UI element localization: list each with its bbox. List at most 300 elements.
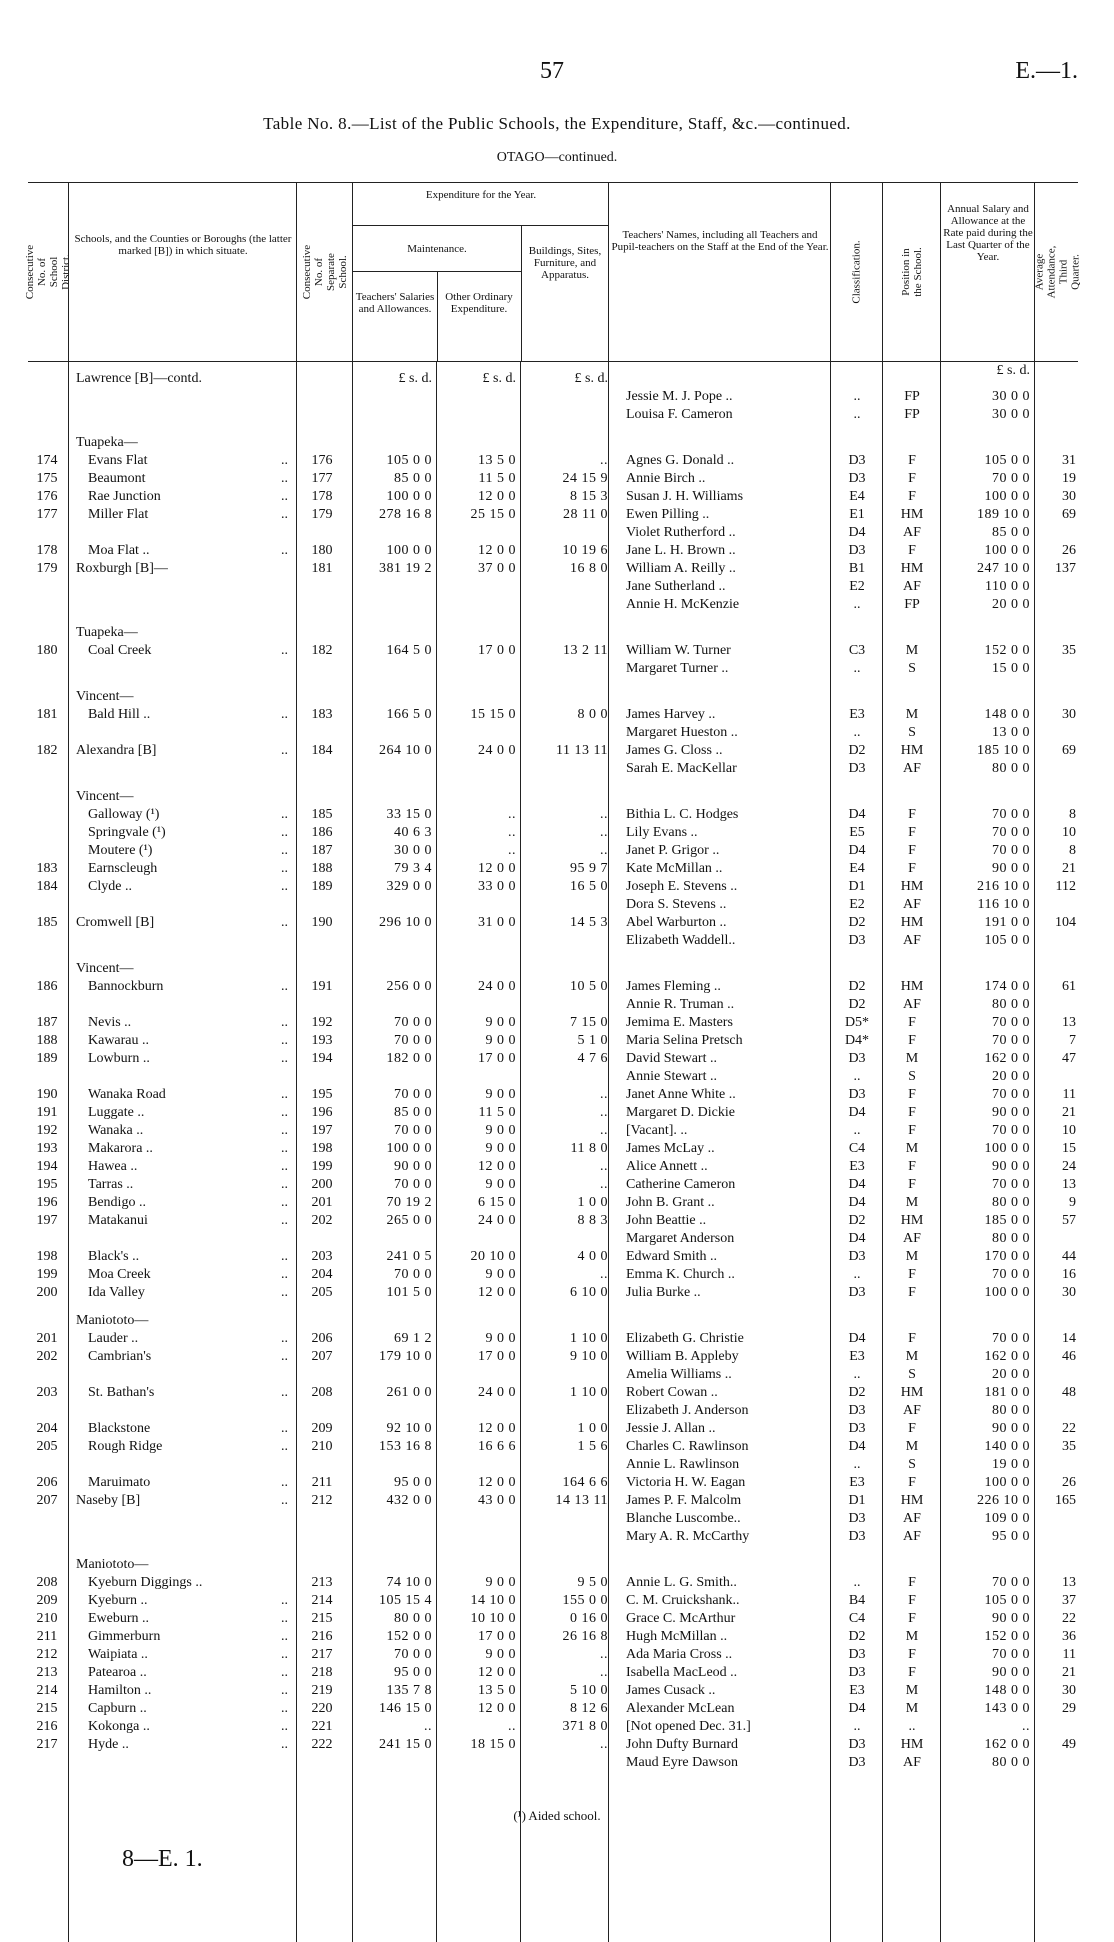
position: AF [903, 1403, 921, 1418]
position: HM [900, 879, 924, 894]
salaries-amount: 278 16 8 [379, 507, 432, 522]
school-name: Lauder .. [88, 1331, 139, 1346]
annual-salary: 226 10 0 [977, 1493, 1030, 1508]
header-position: Position in the School. [882, 183, 941, 361]
table-row [28, 914, 1078, 932]
separate-school-no: 197 [311, 1123, 333, 1138]
separate-school-no: 201 [311, 1195, 333, 1210]
other-expenditure: 16 6 6 [478, 1439, 516, 1454]
district-no: 207 [36, 1493, 58, 1508]
school-name: Tarras .. [88, 1177, 134, 1192]
school-name: Black's .. [88, 1249, 140, 1264]
annual-salary: 80 0 0 [992, 1403, 1030, 1418]
teacher-name: Violet Rutherford .. [626, 525, 736, 540]
teacher-name: Robert Cowan .. [626, 1385, 718, 1400]
leader-dots: .. [281, 1421, 288, 1436]
table-title: Table No. 8.—List of the Public Schools, the Expenditure, Staff, &c.—continued. [263, 114, 851, 133]
classification: .. [853, 1457, 861, 1472]
classification: .. [853, 1367, 861, 1382]
table-row [28, 860, 1078, 878]
position: AF [903, 897, 921, 912]
buildings-amount: .. [600, 1159, 608, 1174]
leader-dots: .. [281, 1385, 288, 1400]
leader-dots: .. [281, 843, 288, 858]
teacher-name: Louisa F. Cameron [626, 407, 733, 422]
other-expenditure: 12 0 0 [478, 1701, 516, 1716]
table-row [28, 1528, 1078, 1546]
separate-school-no: 215 [311, 1611, 333, 1626]
teacher-name: Annie Birch .. [626, 471, 706, 486]
other-expenditure: 15 15 0 [470, 707, 516, 722]
leader-dots: .. [281, 1611, 288, 1626]
position: F [908, 1033, 916, 1048]
annual-salary: 109 0 0 [984, 1511, 1030, 1526]
leader-dots: .. [281, 507, 288, 522]
other-expenditure: 13 5 0 [478, 1683, 516, 1698]
average-attendance: 14 [1062, 1331, 1076, 1346]
annual-salary: 105 0 0 [984, 453, 1030, 468]
separate-school-no: 221 [311, 1719, 333, 1734]
average-attendance: 11 [1062, 1647, 1076, 1662]
teacher-name: Annie L. Rawlinson [626, 1457, 740, 1472]
leader-dots: .. [281, 1033, 288, 1048]
salaries-units: £ s. d. [398, 371, 432, 386]
other-expenditure: 12 0 0 [478, 543, 516, 558]
leader-dots: .. [281, 861, 288, 876]
classification: D3 [848, 1403, 866, 1418]
salaries-amount: 70 19 2 [386, 1195, 432, 1210]
average-attendance: 13 [1062, 1015, 1076, 1030]
annual-salary: 95 0 0 [992, 1529, 1030, 1544]
other-expenditure: 12 0 0 [478, 861, 516, 876]
salaries-amount: 100 0 0 [386, 1141, 432, 1156]
average-attendance: 30 [1062, 707, 1076, 722]
header-maintenance: Maintenance. [407, 243, 467, 255]
average-attendance: 7 [1069, 1033, 1076, 1048]
teacher-name: C. M. Cruickshank.. [626, 1593, 740, 1608]
position: F [908, 1331, 916, 1346]
salaries-amount: 101 5 0 [386, 1285, 432, 1300]
classification: D2 [848, 915, 866, 930]
teacher-name: William W. Turner [626, 643, 731, 658]
position: F [908, 1575, 916, 1590]
buildings-amount: .. [600, 1647, 608, 1662]
other-expenditure: 12 0 0 [478, 1159, 516, 1174]
district-no: 194 [36, 1159, 58, 1174]
classification: D2 [848, 1385, 866, 1400]
separate-school-no: 179 [311, 507, 333, 522]
buildings-amount: 4 0 0 [577, 1249, 608, 1264]
classification: D2 [848, 1629, 866, 1644]
district-no: 199 [36, 1267, 58, 1282]
salaries-amount: 329 0 0 [386, 879, 432, 894]
school-name: Evans Flat [88, 453, 148, 468]
other-expenditure: 33 0 0 [478, 879, 516, 894]
buildings-amount: 1 10 0 [570, 1385, 608, 1400]
teacher-name: Blanche Luscombe.. [626, 1511, 741, 1526]
leader-dots: .. [281, 1051, 288, 1066]
annual-salary: 20 0 0 [992, 597, 1030, 612]
classification: D3 [848, 1755, 866, 1770]
position: HM [900, 507, 924, 522]
table-row [28, 1248, 1078, 1266]
buildings-amount: 11 13 11 [556, 743, 608, 758]
table-row [28, 1014, 1078, 1032]
classification: D1 [848, 1493, 866, 1508]
district-no: 206 [36, 1475, 58, 1490]
leader-dots: .. [281, 1123, 288, 1138]
classification: .. [853, 725, 861, 740]
table-row [28, 1266, 1078, 1284]
teacher-name: John Beattie .. [626, 1213, 707, 1228]
other-expenditure: 18 15 0 [470, 1737, 516, 1752]
average-attendance: 48 [1062, 1385, 1076, 1400]
table-row [28, 1086, 1078, 1104]
header-expenditure: Expenditure for the Year. Maintenance. Teachers' Salaries and Allowances. Other Ordinary Expenditure. Buildings, Sites, Furniture, and Apparatus. [352, 183, 609, 361]
teacher-name: Dora S. Stevens .. [626, 897, 727, 912]
table-row [28, 788, 1078, 806]
position: S [908, 725, 916, 740]
district-no: 192 [36, 1123, 58, 1138]
annual-salary: 100 0 0 [984, 1475, 1030, 1490]
salaries-amount: 95 0 0 [394, 1665, 432, 1680]
teacher-name: Elizabeth Waddell.. [626, 933, 736, 948]
teacher-name: Lily Evans .. [626, 825, 698, 840]
buildings-amount: 1 0 0 [577, 1195, 608, 1210]
table-row [28, 1348, 1078, 1366]
position: AF [903, 933, 921, 948]
classification: D4* [844, 1033, 870, 1048]
separate-school-no: 206 [311, 1331, 333, 1346]
salaries-amount: 182 0 0 [386, 1051, 432, 1066]
school-name: Vincent— [76, 789, 134, 804]
classification: D4 [848, 1195, 866, 1210]
other-expenditure: 9 0 0 [485, 1123, 516, 1138]
school-name: Miller Flat [88, 507, 149, 522]
classification: E3 [849, 1349, 865, 1364]
salaries-amount: 85 0 0 [394, 1105, 432, 1120]
salaries-amount: 74 10 0 [386, 1575, 432, 1590]
classification: E3 [849, 1683, 865, 1698]
position: S [908, 661, 916, 676]
separate-school-no: 222 [311, 1737, 333, 1752]
leader-dots: .. [281, 643, 288, 658]
salaries-amount: .. [424, 1719, 432, 1734]
annual-salary: 70 0 0 [992, 807, 1030, 822]
leader-dots: .. [281, 825, 288, 840]
other-expenditure: 24 0 0 [478, 1213, 516, 1228]
position: F [908, 1475, 916, 1490]
classification: D5* [844, 1015, 870, 1030]
table-row [28, 1384, 1078, 1402]
leader-dots: .. [281, 471, 288, 486]
teacher-name: James Cusack .. [626, 1683, 716, 1698]
classification: D2 [848, 979, 866, 994]
table-row [28, 578, 1078, 596]
separate-school-no: 187 [311, 843, 333, 858]
classification: E3 [849, 1159, 865, 1174]
classification: D3 [848, 1665, 866, 1680]
table-row [28, 896, 1078, 914]
buildings-amount: .. [600, 1665, 608, 1680]
school-name: Moa Creek [88, 1267, 151, 1282]
salaries-amount: 164 5 0 [386, 643, 432, 658]
table-header [24, 183, 1082, 362]
classification: E5 [849, 825, 865, 840]
table-row [28, 1212, 1078, 1230]
school-name: Matakanui [88, 1213, 148, 1228]
buildings-amount: 1 10 0 [570, 1331, 608, 1346]
leader-dots: .. [281, 1475, 288, 1490]
teacher-name: Amelia Williams .. [626, 1367, 732, 1382]
teacher-name: Ada Maria Cross .. [626, 1647, 733, 1662]
district-no: 204 [36, 1421, 58, 1436]
other-expenditure: 17 0 0 [478, 1051, 516, 1066]
district-no: 200 [36, 1285, 58, 1300]
separate-school-no: 181 [311, 561, 333, 576]
teacher-name: Sarah E. MacKellar [626, 761, 737, 776]
classification: D3 [848, 1051, 866, 1066]
average-attendance: 47 [1062, 1051, 1076, 1066]
leader-dots: .. [281, 1195, 288, 1210]
separate-school-no: 209 [311, 1421, 333, 1436]
average-attendance: 44 [1062, 1249, 1076, 1264]
teacher-name: James Fleming .. [626, 979, 721, 994]
other-expenditure: 9 0 0 [485, 1177, 516, 1192]
separate-school-no: 188 [311, 861, 333, 876]
district-no: 210 [36, 1611, 58, 1626]
district-no: 217 [36, 1737, 58, 1752]
other-expenditure: 9 0 0 [485, 1033, 516, 1048]
district-no: 174 [36, 453, 58, 468]
average-attendance: 8 [1069, 843, 1076, 858]
classification: .. [853, 597, 861, 612]
position: F [908, 1087, 916, 1102]
annual-salary: 70 0 0 [992, 1177, 1030, 1192]
school-name: Hamilton .. [88, 1683, 152, 1698]
region-label: OTAGO—continued. [496, 150, 618, 165]
teacher-name: Edward Smith .. [626, 1249, 717, 1264]
annual-units: £ s. d. [996, 363, 1030, 378]
teacher-name: William A. Reilly .. [626, 561, 736, 576]
school-name: Rough Ridge [88, 1439, 163, 1454]
other-expenditure: 37 0 0 [478, 561, 516, 576]
other-expenditure: 12 0 0 [478, 489, 516, 504]
header-school: Schools, and the Counties or Boroughs (the latter marked [B]) in which situate. [68, 183, 297, 361]
separate-school-no: 217 [311, 1647, 333, 1662]
district-no: 191 [36, 1105, 58, 1120]
average-attendance: 46 [1062, 1349, 1076, 1364]
school-name: Naseby [B] [76, 1493, 141, 1508]
teacher-name: Margaret D. Dickie [626, 1105, 735, 1120]
other-expenditure: 9 0 0 [485, 1087, 516, 1102]
classification: E2 [849, 579, 865, 594]
annual-salary: 90 0 0 [992, 1611, 1030, 1626]
other-expenditure: 24 0 0 [478, 743, 516, 758]
annual-salary: 100 0 0 [984, 1141, 1030, 1156]
salaries-amount: 265 0 0 [386, 1213, 432, 1228]
page-header [0, 58, 1114, 92]
teacher-name: Elizabeth G. Christie [626, 1331, 744, 1346]
district-no: 184 [36, 879, 58, 894]
buildings-amount: 26 16 8 [562, 1629, 608, 1644]
classification: D3 [848, 1511, 866, 1526]
annual-salary: 70 0 0 [992, 1267, 1030, 1282]
average-attendance: 35 [1062, 643, 1076, 658]
annual-salary: 70 0 0 [992, 1331, 1030, 1346]
annual-salary: 216 10 0 [977, 879, 1030, 894]
annual-salary: 80 0 0 [992, 761, 1030, 776]
position: HM [900, 561, 924, 576]
page-reference: E.—1. [1015, 58, 1078, 84]
table-row [28, 406, 1078, 424]
school-name: Ida Valley [88, 1285, 145, 1300]
other-expenditure: 17 0 0 [478, 1629, 516, 1644]
salaries-amount: 33 15 0 [386, 807, 432, 822]
table-row [28, 1456, 1078, 1474]
classification: .. [853, 1719, 861, 1734]
teacher-name: Annie R. Truman .. [626, 997, 735, 1012]
district-no: 186 [36, 979, 58, 994]
annual-salary: 247 10 0 [977, 561, 1030, 576]
classification: D3 [848, 1529, 866, 1544]
separate-school-no: 192 [311, 1015, 333, 1030]
annual-salary: 20 0 0 [992, 1069, 1030, 1084]
district-no: 178 [36, 543, 58, 558]
annual-salary: 70 0 0 [992, 1033, 1030, 1048]
table-row [28, 742, 1078, 760]
average-attendance: 22 [1062, 1611, 1076, 1626]
other-expenditure: 9 0 0 [485, 1575, 516, 1590]
position: M [905, 1249, 919, 1264]
position: .. [908, 1719, 916, 1734]
leader-dots: .. [281, 489, 288, 504]
teacher-name: Susan J. H. Williams [626, 489, 744, 504]
table-row [28, 1438, 1078, 1456]
position: HM [900, 979, 924, 994]
district-no: 212 [36, 1647, 58, 1662]
school-name: Kyeburn Diggings .. [88, 1575, 203, 1590]
average-attendance: 26 [1062, 543, 1076, 558]
annual-salary: 70 0 0 [992, 825, 1030, 840]
salaries-amount: 146 15 0 [379, 1701, 432, 1716]
annual-salary: 70 0 0 [992, 471, 1030, 486]
leader-dots: .. [281, 543, 288, 558]
table-row [28, 488, 1078, 506]
classification: E4 [849, 489, 865, 504]
teacher-name: Margaret Anderson [626, 1231, 735, 1246]
teacher-name: Alexander McLean [626, 1701, 735, 1716]
other-expenditure: 11 5 0 [478, 471, 516, 486]
other-expenditure: 9 0 0 [485, 1331, 516, 1346]
classification: .. [853, 1267, 861, 1282]
annual-salary: 30 0 0 [992, 389, 1030, 404]
salaries-amount: 179 10 0 [379, 1349, 432, 1364]
position: F [908, 843, 916, 858]
separate-school-no: 219 [311, 1683, 333, 1698]
district-no: 205 [36, 1439, 58, 1454]
school-name: Alexandra [B] [76, 743, 157, 758]
school-name: Earnscleugh [88, 861, 158, 876]
position: F [908, 1665, 916, 1680]
table-row [28, 1628, 1078, 1646]
classification: D3 [848, 543, 866, 558]
classification: .. [853, 1123, 861, 1138]
table-body [28, 362, 1078, 1942]
header-annual-salary: Annual Salary and Allowance at the Rate paid during the Last Quarter of the Year. [940, 183, 1035, 361]
leader-dots: .. [281, 879, 288, 894]
teacher-name: Annie L. G. Smith.. [626, 1575, 737, 1590]
separate-school-no: 212 [311, 1493, 333, 1508]
classification: B4 [848, 1593, 866, 1608]
position: AF [903, 1511, 921, 1526]
other-expenditure: 24 0 0 [478, 1385, 516, 1400]
table-row [28, 506, 1078, 524]
annual-salary: 152 0 0 [984, 1629, 1030, 1644]
classification: D1 [848, 879, 866, 894]
district-no: 202 [36, 1349, 58, 1364]
table-row [28, 706, 1078, 724]
leader-dots: .. [281, 1439, 288, 1454]
separate-school-no: 216 [311, 1629, 333, 1644]
header-classification: Classification. [830, 183, 883, 361]
buildings-amount: 1 5 6 [577, 1439, 608, 1454]
table-row [28, 1122, 1078, 1140]
salaries-amount: 79 3 4 [394, 861, 432, 876]
teacher-name: Agnes G. Donald .. [626, 453, 735, 468]
buildings-amount: .. [600, 1123, 608, 1138]
average-attendance: 21 [1062, 1665, 1076, 1680]
annual-salary: 70 0 0 [992, 1647, 1030, 1662]
buildings-amount: 28 11 0 [563, 507, 608, 522]
teacher-name: Maud Eyre Dawson [626, 1755, 738, 1770]
average-attendance: 49 [1062, 1737, 1076, 1752]
separate-school-no: 180 [311, 543, 333, 558]
average-attendance: 15 [1062, 1141, 1076, 1156]
page-number: 57 [540, 58, 564, 84]
annual-salary: 80 0 0 [992, 1755, 1030, 1770]
buildings-amount: 8 15 3 [570, 489, 608, 504]
annual-salary: 70 0 0 [992, 1087, 1030, 1102]
salaries-amount: 241 0 5 [386, 1249, 432, 1264]
table-row [28, 1610, 1078, 1628]
district-no: 187 [36, 1015, 58, 1030]
other-expenditure: 9 0 0 [485, 1647, 516, 1662]
average-attendance: 24 [1062, 1159, 1076, 1174]
teacher-name: James McLay .. [626, 1141, 715, 1156]
buildings-amount: .. [600, 1087, 608, 1102]
table-row [28, 524, 1078, 542]
buildings-amount: .. [600, 1177, 608, 1192]
position: S [908, 1069, 916, 1084]
leader-dots: .. [281, 1349, 288, 1364]
annual-salary: 90 0 0 [992, 1159, 1030, 1174]
district-no: 179 [36, 561, 58, 576]
leader-dots: .. [281, 807, 288, 822]
classification: .. [853, 1575, 861, 1590]
district-no: 211 [36, 1629, 58, 1644]
district-no: 203 [36, 1385, 58, 1400]
table-row [28, 596, 1078, 614]
other-expenditure: .. [508, 807, 516, 822]
school-name: Coal Creek [88, 643, 152, 658]
school-name: Rae Junction [88, 489, 161, 504]
leader-dots: .. [281, 1647, 288, 1662]
table-row [28, 1510, 1078, 1528]
salaries-amount: 166 5 0 [386, 707, 432, 722]
position: F [908, 825, 916, 840]
average-attendance: 10 [1062, 1123, 1076, 1138]
